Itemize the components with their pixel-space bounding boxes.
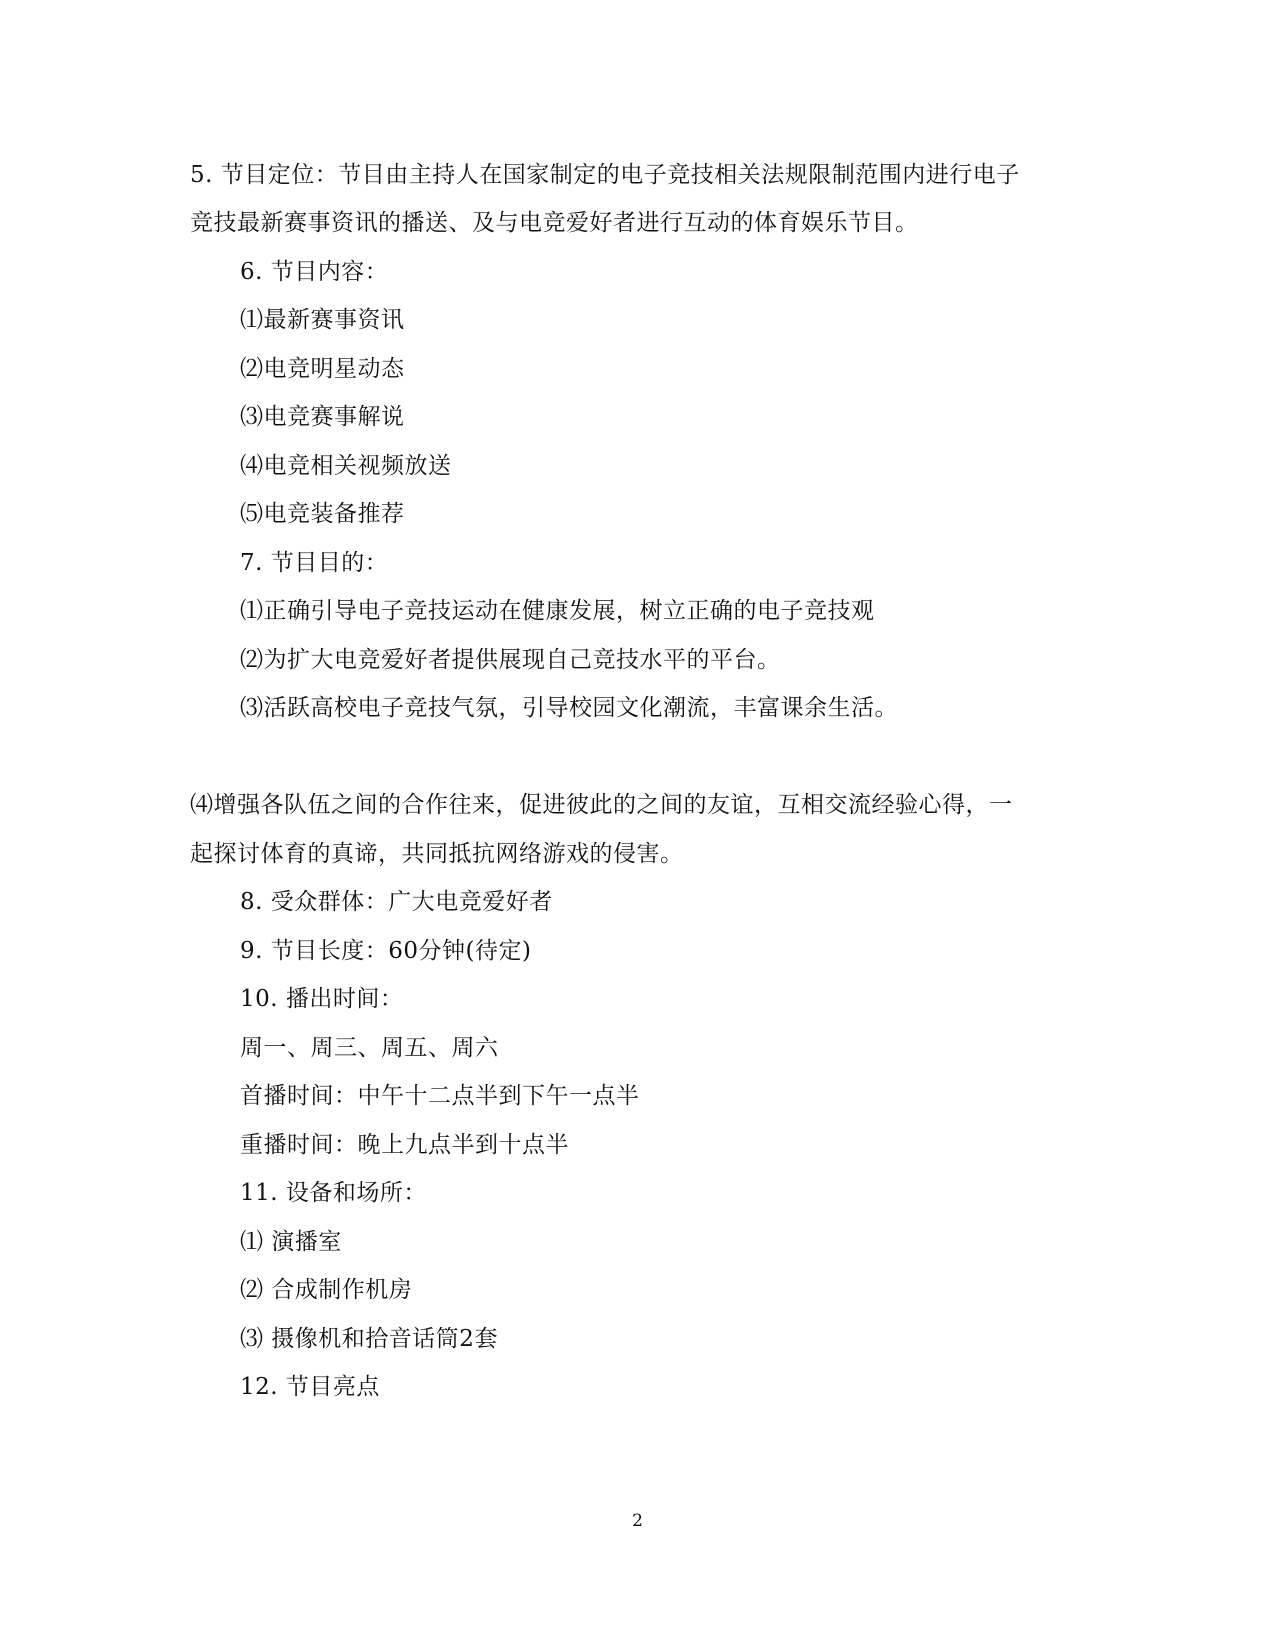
text-line-audience: 8. 受众群体：广大电竞爱好者 bbox=[240, 889, 553, 915]
text-line-rerun-time: 重播时间：晚上九点半到十点半 bbox=[240, 1132, 569, 1158]
list-item-purpose-4-line-1: ⑷增强各队伍之间的合作往来，促进彼此的之间的友谊，互相交流经验心得，一 bbox=[190, 792, 1013, 818]
heading-program-purpose: 7. 节目目的： bbox=[240, 550, 389, 576]
heading-program-content: 6. 节目内容： bbox=[240, 259, 389, 285]
list-item-content-5: ⑸电竞装备推荐 bbox=[240, 501, 405, 527]
text-line-duration: 9. 节目长度：60分钟(待定) bbox=[240, 938, 532, 964]
text-line-positioning-2: 竞技最新赛事资讯的播送、及与电竞爱好者进行互动的体育娱乐节目。 bbox=[190, 210, 919, 236]
list-item-equipment-2: ⑵ 合成制作机房 bbox=[240, 1277, 413, 1303]
text-line-premiere-time: 首播时间：中午十二点半到下午一点半 bbox=[240, 1083, 640, 1109]
heading-highlights: 12. 节目亮点 bbox=[240, 1374, 380, 1400]
text-line-broadcast-days: 周一、周三、周五、周六 bbox=[240, 1035, 499, 1061]
heading-broadcast-time: 10. 播出时间： bbox=[240, 986, 404, 1012]
list-item-content-2: ⑵电竞明星动态 bbox=[240, 356, 405, 382]
page-number: 2 bbox=[632, 1511, 643, 1531]
text-line-positioning-1: 5. 节目定位：节目由主持人在国家制定的电子竞技相关法规限制范围内进行电子 bbox=[190, 162, 1020, 188]
list-item-content-3: ⑶电竞赛事解说 bbox=[240, 404, 405, 430]
list-item-equipment-1: ⑴ 演播室 bbox=[240, 1229, 342, 1255]
list-item-purpose-3: ⑶活跃高校电子竞技气氛，引导校园文化潮流，丰富课余生活。 bbox=[240, 695, 898, 721]
heading-equipment: 11. 设备和场所： bbox=[240, 1180, 427, 1206]
list-item-purpose-1: ⑴正确引导电子竞技运动在健康发展，树立正确的电子竞技观 bbox=[240, 598, 875, 624]
list-item-equipment-3: ⑶ 摄像机和拾音话筒2套 bbox=[240, 1326, 498, 1352]
list-item-purpose-4-line-2: 起探讨体育的真谛，共同抵抗网络游戏的侵害。 bbox=[190, 841, 684, 867]
list-item-content-4: ⑷电竞相关视频放送 bbox=[240, 453, 452, 479]
list-item-purpose-2: ⑵为扩大电竞爱好者提供展现自己竞技水平的平台。 bbox=[240, 647, 781, 673]
list-item-content-1: ⑴最新赛事资讯 bbox=[240, 307, 405, 333]
